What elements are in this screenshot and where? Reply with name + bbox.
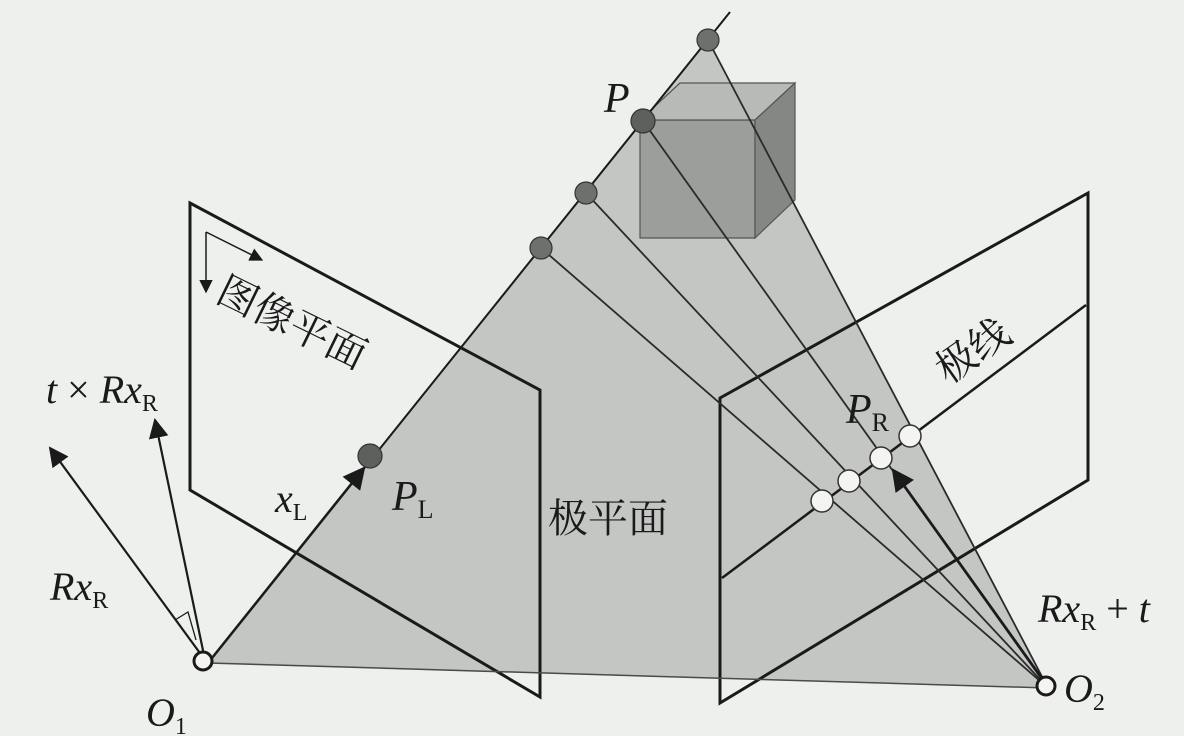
label-O1: $O_1$: [146, 690, 187, 736]
o1-vectors: [50, 420, 205, 660]
point-PL: [358, 444, 382, 468]
label-image-plane: 图像平面: [209, 267, 374, 380]
camera-O2: [1037, 677, 1055, 695]
label-t-cross-RxR: $t \times Rx_R$: [46, 367, 158, 417]
label-PR: PR: [846, 387, 889, 437]
label-epipolar-plane: 极平面: [548, 496, 668, 542]
camera-O1: [194, 652, 212, 670]
label-RxR-left: $Rx_R$: [50, 564, 109, 614]
label-O2: $O_2$: [1064, 666, 1105, 716]
label-RxR-plus-t: $Rx_R + t$: [1038, 586, 1150, 636]
label-PL: PL: [392, 474, 434, 524]
label-xL: $x_L$: [275, 476, 308, 526]
label-epipolar-line: 极线: [927, 309, 1020, 394]
point-P: [631, 109, 655, 133]
label-P: P: [604, 76, 630, 122]
